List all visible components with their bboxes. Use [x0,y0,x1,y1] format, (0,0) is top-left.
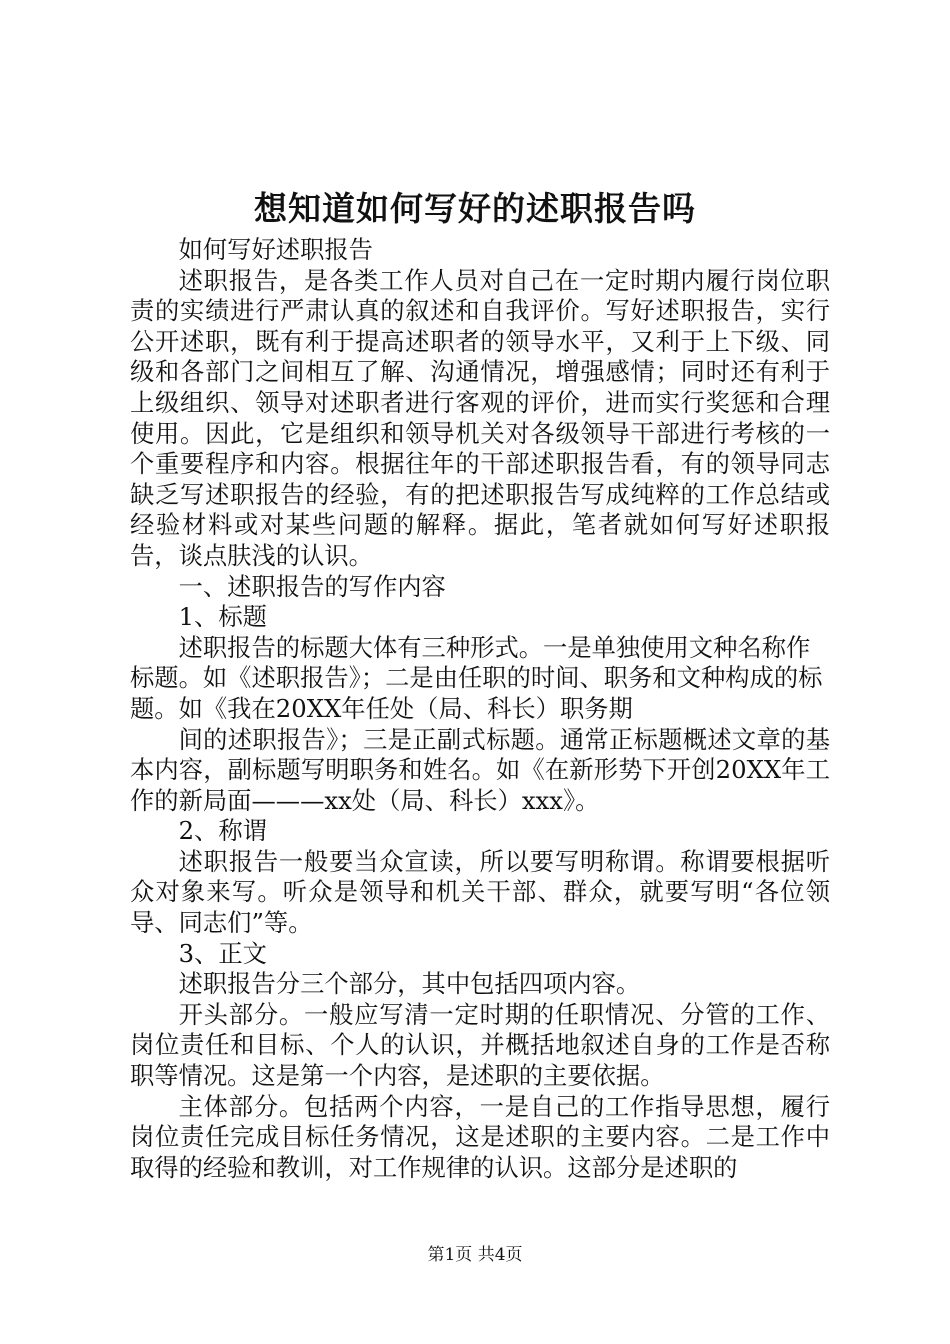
subsection-heading: 1、标题 [178,602,267,632]
section-heading: 一、述职报告的写作内容 [178,571,446,601]
intro-paragraph: 述职报告，是各类工作人员对自己在一定时期内履行岗位职责的实绩进行严肃认真的叙述和自我评价。写好述职报告，实行公开述职，既有利于提高述职者的领导水平，又利于上下级、同级和各部门之间相互了解、沟通情况，增强感情；同时还有利于上级组织、领导对述职者进行客观的评价，进而实行奖惩和合理使用。因此，它是组织和领导机关对各级领导干部进行考核的一个重要程序和内容。根据往年的干部述职报告看，有的领导同志缺乏写述职报告的经验，有的把述职报告写成纯粹的工作总结或经验材料或对某些问题的解释。据此，笔者就如何写好述职报告，谈点肤浅的认识。 [130,265,830,570]
body-paragraph: 开头部分。一般应写清一定时期的任职情况、分管的工作、岗位责任和目标、个人的认识，并概括地叙述自身的工作是否称职等情况。这是第一个内容，是述职的主要依据。 [130,999,830,1091]
body-paragraph: 述职报告分三个部分，其中包括四项内容。 [178,969,641,999]
body-paragraph: 述职报告一般要当众宣读，所以要写明称谓。称谓要根据听众对象来写。听众是领导和机关干部、群众，就要写明“各位领导、同志们”等。 [130,846,830,938]
subtitle-paragraph: 如何写好述职报告 [178,235,373,264]
body-paragraph: 间的述职报告》；三是正副式标题。通常正标题概述文章的基本内容，副标题写明职务和姓名。如《在新形势下开创20XX年工作的新局面———xx处（局、科长）xxx》。 [130,724,830,815]
document-title: 想知道如何写好的述职报告吗 [254,189,696,228]
subsection-heading: 3、正文 [178,938,267,968]
page-footer: 第1页 共4页 [427,1245,523,1265]
subsection-heading: 2、称谓 [178,816,267,846]
body-paragraph: 主体部分。包括两个内容，一是自己的工作指导思想，履行岗位责任完成目标任务情况，这是述职的主要内容。二是工作中取得的经验和教训，对工作规律的认识。这部分是述职的 [130,1091,830,1182]
body-paragraph: 述职报告的标题大体有三种形式。一是单独使用文种名称作标题。如《述职报告》；二是由任职的时间、职务和文种构成的标题。如《我在20XX年任处（局、科长）职务期 [130,632,823,723]
document-body [130,235,830,1183]
